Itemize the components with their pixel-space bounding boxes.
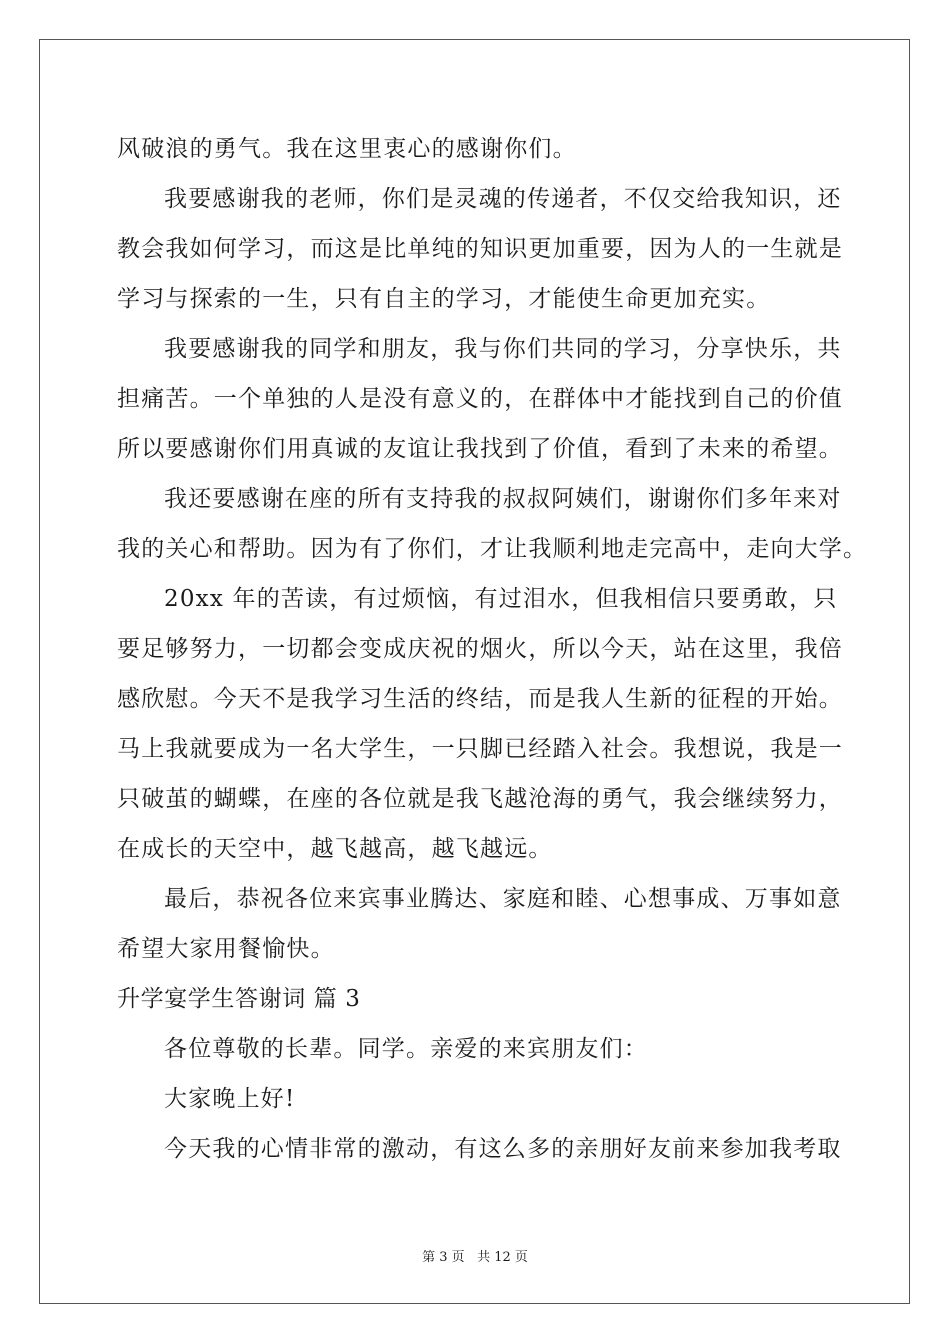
text-line: 我还要感谢在座的所有支持我的叔叔阿姨们，谢谢你们多年来对: [164, 486, 842, 512]
text-line: 担痛苦。一个单独的人是没有意义的，在群体中才能找到自己的价值: [117, 386, 843, 412]
page-total: 共 12 页: [477, 1250, 528, 1265]
text-line: 所以要感谢你们用真诚的友谊让我找到了价值，看到了未来的希望。: [117, 436, 843, 462]
text-line: 要足够努力，一切都会变成庆祝的烟火，所以今天，站在这里，我倍: [117, 636, 843, 662]
text-line: 今天我的心情非常的激动，有这么多的亲朋好友前来参加我考取: [164, 1136, 842, 1162]
text-line: 只破茧的蝴蝶，在座的各位就是我飞越沧海的勇气，我会继续努力，: [117, 786, 843, 812]
text-line: 风破浪的勇气。我在这里衷心的感谢你们。: [117, 136, 577, 162]
page-number: 第 3 页: [422, 1250, 465, 1265]
text-line: 我的关心和帮助。因为有了你们，才让我顺利地走完高中，走向大学。: [117, 536, 868, 562]
text-line: 教会我如何学习，而这是比单纯的知识更加重要，因为人的一生就是: [117, 236, 843, 262]
section-heading: 升学宴学生答谢词 篇 3: [117, 986, 361, 1012]
text-line: 各位尊敬的长辈。同学。亲爱的来宾朋友们：: [164, 1036, 648, 1062]
text-line: 马上我就要成为一名大学生，一只脚已经踏入社会。我想说，我是一: [117, 736, 843, 762]
page-footer: [0, 1246, 950, 1265]
text-line: 20xx 年的苦读，有过烦恼，有过泪水，但我相信只要勇敢，只: [164, 586, 838, 612]
text-line: 在成长的天空中，越飞越高，越飞越远。: [117, 836, 553, 862]
document-body: [117, 124, 868, 1174]
text-line: 大家晚上好!: [164, 1086, 296, 1112]
text-line: 我要感谢我的老师，你们是灵魂的传递者，不仅交给我知识，还: [164, 186, 842, 212]
text-line: 感欣慰。今天不是我学习生活的终结，而是我人生新的征程的开始。: [117, 686, 843, 712]
text-line: 希望大家用餐愉快。: [117, 936, 335, 962]
text-line: 最后，恭祝各位来宾事业腾达、家庭和睦、心想事成、万事如意: [164, 886, 842, 912]
text-line: 我要感谢我的同学和朋友，我与你们共同的学习，分享快乐，共: [164, 336, 842, 362]
text-line: 学习与探索的一生，只有自主的学习，才能使生命更加充实。: [117, 286, 771, 312]
